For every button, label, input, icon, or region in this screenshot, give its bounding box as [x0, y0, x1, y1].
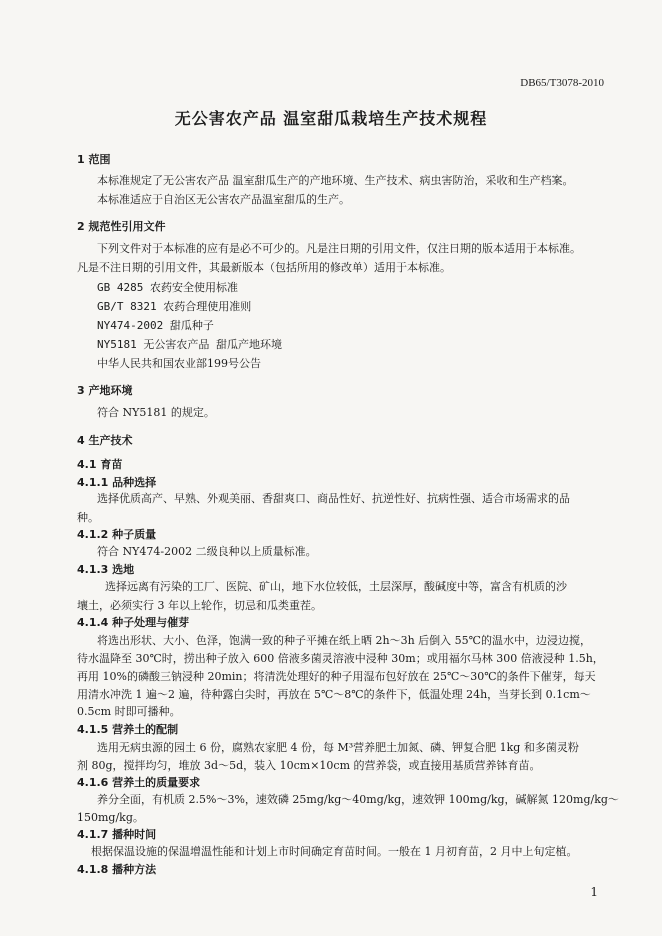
- document-title: 无公害农产品 温室甜瓜栽培生产技术规程: [174, 109, 488, 128]
- subsection-heading: 4.1.8 播种方法: [77, 863, 157, 876]
- reference-item: GB 4285 农药安全使用标准: [97, 281, 238, 294]
- body-paragraph: 根据保温设施的保温增温性能和计划上市时间确定育苗时间。一般在 1 月初育苗，2 月中上旬定植。: [91, 845, 578, 858]
- reference-item: 中华人民共和国农业部199号公告: [97, 357, 261, 370]
- body-paragraph: 用清水冲洗 1 遍～2 遍，待种露白尖时，再放在 5℃～8℃的条件下，低温处理 24h，当芽长到 0.1cm～: [77, 688, 591, 701]
- body-paragraph: 选择远离有污染的工厂、医院、矿山，地下水位较低，土层深厚，酸碱度中等，富含有机质的沙: [105, 580, 567, 593]
- body-paragraph: 选择优质高产、早熟、外观美丽、香甜爽口、商品性好、抗逆性好、抗病性强、适合市场需求的品: [97, 492, 570, 505]
- section-1-paragraph: 本标准适应于自治区无公害农产品温室甜瓜的生产。: [97, 193, 350, 206]
- reference-item: NY5181 无公害农产品 甜瓜产地环境: [97, 338, 282, 351]
- section-4-heading: 4 生产技术: [77, 434, 133, 447]
- subsection-heading: 4.1.7 播种时间: [77, 828, 157, 841]
- body-paragraph: 种。: [77, 511, 99, 524]
- body-paragraph: 再用 10%的磷酸三钠浸种 20min；将清洗处理好的种子用湿布包好放在 25℃～30℃的条件下催芽，每天: [77, 670, 596, 683]
- body-paragraph: 选用无病虫源的园土 6 份，腐熟农家肥 4 份，每 M³营养肥土加氮、磷、钾复合肥 1kg 和多菌灵粉: [97, 741, 579, 754]
- section-3-paragraph: 符合 NY5181 的规定。: [97, 406, 215, 419]
- section-1-paragraph: 本标准规定了无公害农产品 温室甜瓜生产的产地环境、生产技术、病虫害防治，采收和生产档案。: [97, 174, 574, 187]
- subsection-heading: 4.1 育苗: [77, 458, 123, 471]
- section-1-heading: 1 范围: [77, 153, 111, 166]
- body-paragraph: 养分全面，有机质 2.5%～3%，速效磷 25mg/kg～40mg/kg，速效钾 100mg/kg，碱解氮 120mg/kg～: [97, 793, 619, 806]
- page-number: 1: [590, 885, 598, 899]
- body-paragraph: 150mg/kg。: [77, 811, 144, 824]
- reference-item: NY474-2002 甜瓜种子: [97, 319, 214, 332]
- standard-code: DB65/T3078-2010: [520, 77, 604, 89]
- body-paragraph: 0.5cm 时即可播种。: [77, 705, 181, 718]
- body-paragraph: 剂 80g，搅拌均匀，堆放 3d～5d，装入 10cm×10cm 的营养袋，或直接用基质营养钵育苗。: [77, 759, 541, 772]
- body-paragraph: 符合 NY474-2002 二级良种以上质量标准。: [97, 545, 317, 558]
- subsection-heading: 4.1.6 营养土的质量要求: [77, 776, 201, 789]
- section-2-paragraph: 凡是不注日期的引用文件，其最新版本（包括所用的修改单）适用于本标准。: [77, 261, 451, 274]
- section-2-heading: 2 规范性引用文件: [77, 220, 166, 233]
- section-3-heading: 3 产地环境: [77, 384, 133, 397]
- subsection-heading: 4.1.3 选地: [77, 563, 135, 576]
- subsection-heading: 4.1.5 营养土的配制: [77, 723, 179, 736]
- reference-item: GB/T 8321 农药合理使用准则: [97, 300, 252, 313]
- subsection-heading: 4.1.2 种子质量: [77, 528, 157, 541]
- body-paragraph: 待水温降至 30℃时，捞出种子放入 600 倍液多菌灵溶液中浸种 30m；或用福尔马林 300 倍液浸种 1.5h，: [77, 652, 604, 665]
- body-paragraph: 将选出形状、大小、色泽，饱满一致的种子平摊在纸上晒 2h～3h 后倒入 55℃的温水中，边浸边搅，: [97, 634, 591, 647]
- subsection-heading: 4.1.4 种子处理与催芽: [77, 616, 190, 629]
- body-paragraph: 壤土，必须实行 3 年以上轮作，切忌和瓜类重茬。: [77, 599, 322, 612]
- subsection-heading: 4.1.1 品种选择: [77, 476, 157, 489]
- section-2-paragraph: 下列文件对于本标准的应有是必不可少的。凡是注日期的引用文件，仅注日期的版本适用于本标准。: [97, 242, 581, 255]
